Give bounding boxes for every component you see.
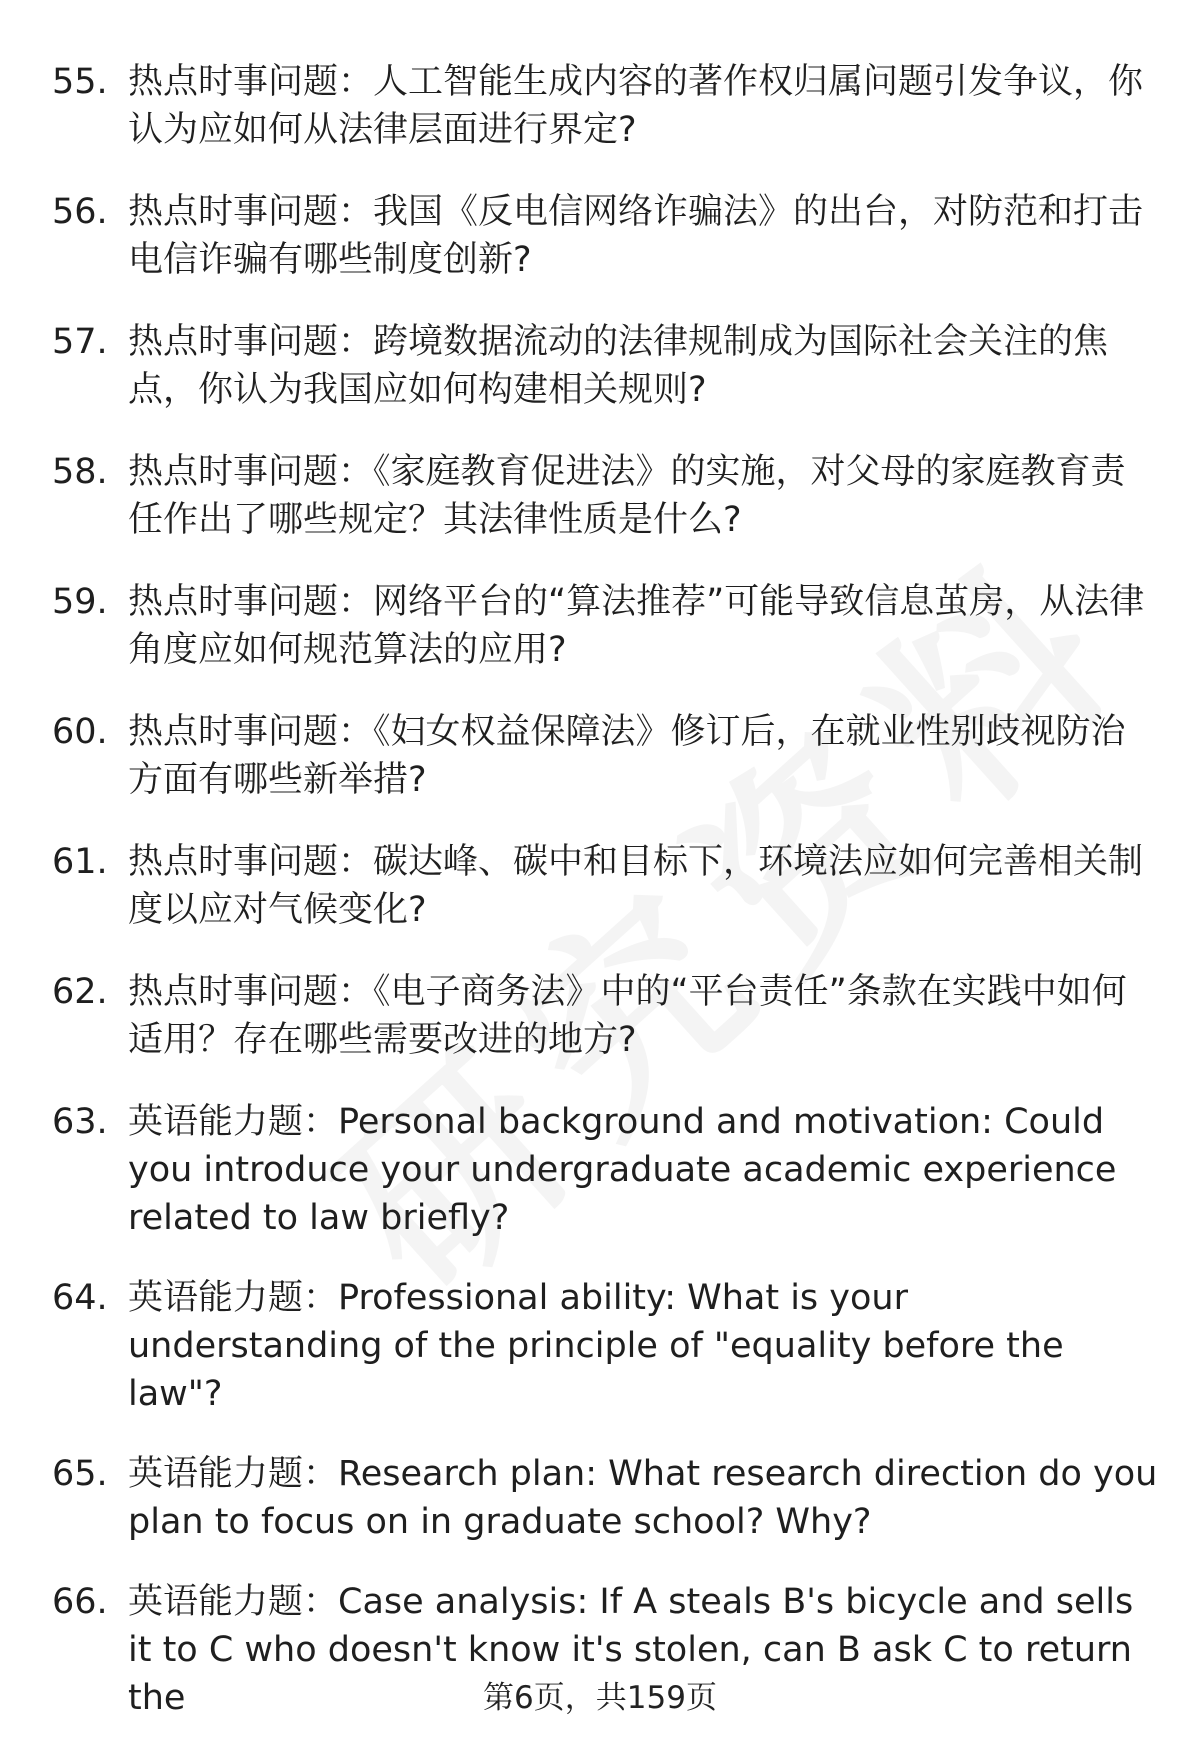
question-item	[0, 968, 1200, 1064]
question-text: 热点时事问题：我国《反电信网络诈骗法》的出台，对防范和打击电信诈骗有哪些制度创新?	[128, 192, 1144, 280]
question-number: 64.	[52, 1278, 108, 1318]
question-text: 英语能力题：Research plan: What research direction do you plan to focus on in graduate school? Why?	[128, 1454, 1158, 1542]
question-item	[0, 838, 1200, 934]
question-text: 热点时事问题：人工智能生成内容的著作权归属问题引发争议，你认为应如何从法律层面进行界定?	[128, 62, 1144, 150]
question-text: 英语能力题：Case analysis: If A steals B's bicycle and sells it to C who doesn't know it's stolen, can B ask C to return the	[128, 1582, 1134, 1718]
question-text: 英语能力题：Personal background and motivation: Could you introduce your undergraduate academic experience related to law briefly?	[128, 1102, 1117, 1238]
question-item	[0, 1098, 1200, 1242]
question-text: 热点时事问题：碳达峰、碳中和目标下，环境法应如何完善相关制度以应对气候变化?	[128, 842, 1144, 930]
question-text: 热点时事问题：《电子商务法》中的“平台责任”条款在实践中如何适用？存在哪些需要改进的地方?	[128, 972, 1127, 1060]
question-item	[0, 708, 1200, 804]
question-item	[0, 578, 1200, 674]
question-item	[0, 1274, 1200, 1418]
question-item	[0, 448, 1200, 544]
question-item	[0, 58, 1200, 154]
question-number: 63.	[52, 1102, 108, 1142]
question-item	[0, 318, 1200, 414]
question-text: 热点时事问题：《家庭教育促进法》的实施，对父母的家庭教育责任作出了哪些规定？其法律性质是什么?	[128, 452, 1126, 540]
question-number: 59.	[52, 582, 108, 622]
question-text: 热点时事问题：《妇女权益保障法》修订后，在就业性别歧视防治方面有哪些新举措?	[128, 712, 1126, 800]
question-number: 55.	[52, 62, 108, 102]
question-text: 英语能力题：Professional ability: What is your understanding of the principle of "equality before the law"?	[128, 1278, 1064, 1414]
question-number: 66.	[52, 1582, 108, 1622]
question-number: 62.	[52, 972, 108, 1012]
question-number: 65.	[52, 1454, 108, 1494]
page-footer: 第6页，共159页	[483, 1680, 717, 1716]
question-text: 热点时事问题：网络平台的“算法推荐”可能导致信息茧房，从法律角度应如何规范算法的应用?	[128, 582, 1145, 670]
question-item	[0, 1450, 1200, 1546]
question-number: 60.	[52, 712, 108, 752]
question-number: 57.	[52, 322, 108, 362]
question-text: 热点时事问题：跨境数据流动的法律规制成为国际社会关注的焦点，你认为我国应如何构建相关规则?	[128, 322, 1109, 410]
question-number: 58.	[52, 452, 108, 492]
question-number: 61.	[52, 842, 108, 882]
question-number: 56.	[52, 192, 108, 232]
question-item	[0, 188, 1200, 284]
